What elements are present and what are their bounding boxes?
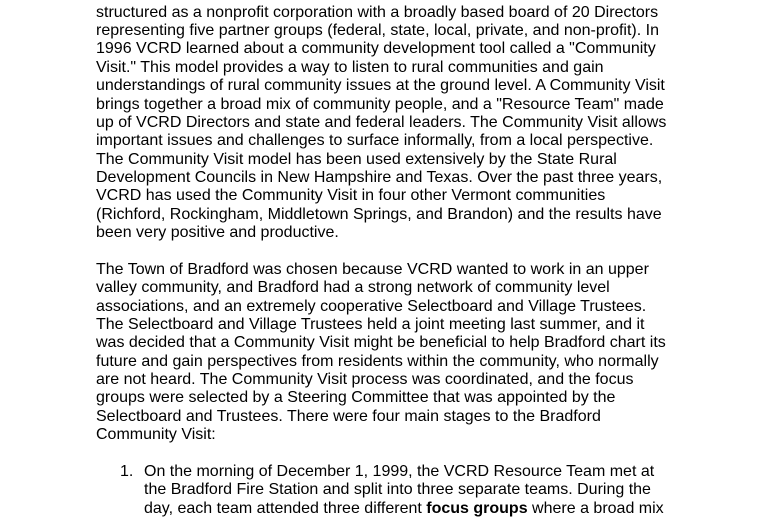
- text-line: valley community, and Bradford had a strong network of community level: [96, 279, 610, 296]
- text-line: associations, and an extremely cooperative Selectboard and Village Trustees.: [96, 298, 647, 315]
- text-line: are not heard. The Community Visit process was coordinated, and the focus: [96, 371, 634, 388]
- text-line: been very positive and productive.: [96, 224, 339, 241]
- text-line: future and gain perspectives from residents within the community, who normally: [96, 353, 659, 370]
- text-line: representing five partner groups (federal, state, local, private, and non-profit). In: [96, 22, 659, 39]
- text-line: understandings of rural community issues at the ground level. A Community Visit: [96, 77, 665, 94]
- text-line: The Town of Bradford was chosen because VCRD wanted to work in an upper: [96, 261, 649, 278]
- bold-term-focus-groups: focus groups: [426, 500, 528, 517]
- text-line: the Bradford Fire Station and split into three separate teams. During the: [144, 481, 651, 498]
- text-line: 1996 VCRD learned about a community development tool called a "Community: [96, 40, 656, 57]
- text-line: The Selectboard and Village Trustees held a joint meeting last summer, and it: [96, 316, 645, 333]
- text-line: Community Visit:: [96, 426, 216, 443]
- text-line: brings together a broad mix of community people, and a "Resource Team" made: [96, 96, 664, 113]
- text-line: [144, 500, 664, 518]
- text-line: up of VCRD Directors and state and federal leaders. The Community Visit allows: [96, 114, 667, 131]
- text-line: Development Councils in New Hampshire and Texas. Over the past three years,: [96, 169, 663, 186]
- text-line: groups were selected by a Steering Committee that was appointed by the: [96, 389, 616, 406]
- text-line: (Richford, Rockingham, Middletown Springs, and Brandon) and the results have: [96, 206, 662, 223]
- text-line: On the morning of December 1, 1999, the VCRD Resource Team met at: [144, 463, 655, 480]
- text-line: structured as a nonprofit corporation with a broadly based board of 20 Directors: [96, 4, 659, 21]
- text-line: was decided that a Community Visit might be beneficial to help Bradford chart its: [96, 334, 666, 351]
- list-item-number: 1.: [120, 463, 134, 480]
- text-line: VCRD has used the Community Visit in four other Vermont communities: [96, 187, 606, 204]
- text-line: Visit." This model provides a way to listen to rural communities and gain: [96, 59, 604, 76]
- text-span: day, each team attended three different: [144, 500, 427, 517]
- text-line: important issues and challenges to surface informally, from a local perspective.: [96, 132, 654, 149]
- text-line: The Community Visit model has been used extensively by the State Rural: [96, 151, 617, 168]
- text-line: Selectboard and Trustees. There were four main stages to the Bradford: [96, 408, 601, 425]
- text-span: where a broad mix: [527, 500, 664, 517]
